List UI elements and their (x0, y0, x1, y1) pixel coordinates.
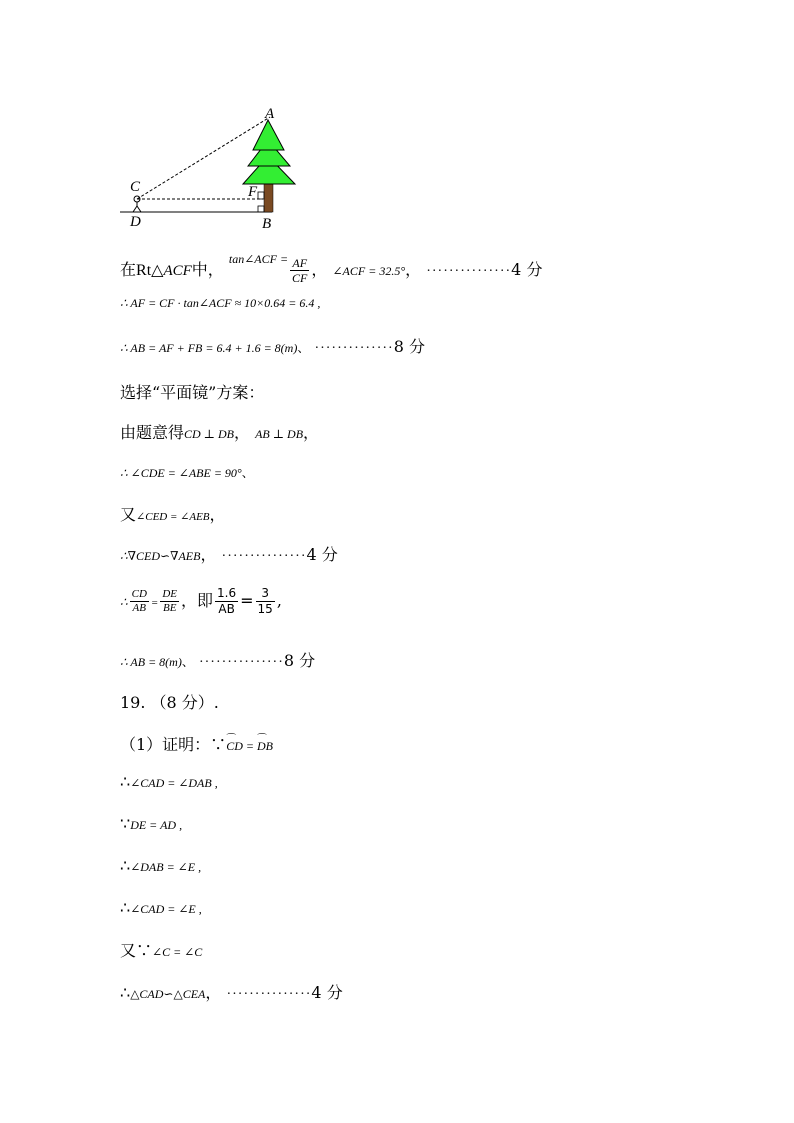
score-dots: ·············· (314, 341, 394, 356)
line-equal-angles (120, 502, 226, 525)
separator: 、 (241, 466, 254, 480)
comma: ， (311, 260, 328, 279)
label-b: B (262, 216, 272, 232)
separator: 、 (181, 655, 194, 669)
label-a: A (265, 106, 275, 122)
score-dots: ··············· (426, 264, 512, 279)
label-c: C (130, 179, 141, 195)
line-angle-c-c (120, 938, 202, 961)
segment-equation: DE = AD (130, 818, 177, 832)
fraction-3-15 (256, 586, 275, 617)
score-dots: ··············· (198, 655, 284, 670)
comma: ， (200, 545, 217, 564)
fraction-af-cf (290, 256, 309, 285)
text-zai: 在 (120, 260, 137, 279)
score-dots: ··············· (221, 549, 307, 564)
comma: ， (233, 423, 250, 442)
comma: ， (209, 505, 226, 524)
line-angle-cad-dab (120, 772, 218, 791)
text-ji: ，即 (181, 591, 214, 610)
comma: , (276, 591, 282, 610)
score-dots: ··············· (226, 987, 312, 1002)
line-similar-1 (120, 542, 338, 565)
fraction-denominator: CF (292, 271, 308, 285)
line-angle-cad-e (120, 898, 202, 917)
angle-equation: ∠DAB = ∠E (130, 860, 196, 874)
therefore-symbol: ∴ (120, 772, 131, 791)
text-zhong: 中， (191, 260, 224, 279)
text-you-because: 又∵ (120, 941, 153, 960)
line-tan-acf (120, 252, 542, 285)
angle-equation: ∠CAD = ∠E (130, 902, 196, 916)
text-you: 又 (120, 505, 137, 524)
fraction-cd-ab (130, 588, 149, 615)
comma: ， (205, 983, 222, 1002)
score-label: 8 分 (393, 337, 425, 356)
arc-cd: ⌒ CD (226, 739, 243, 754)
line-right-angles (120, 462, 254, 481)
angle-equation: ∠CAD = ∠DAB (130, 776, 212, 790)
arc-db: ⌒ DB (257, 739, 273, 754)
equals-sign: = (242, 739, 257, 753)
angle-ced-aeb: ∠CED = ∠AEB (136, 511, 210, 523)
fraction-numerator: 3 (256, 586, 275, 602)
comma: , (176, 818, 183, 832)
fraction-denominator: AB (132, 602, 146, 614)
score-label: 8 分 (283, 651, 316, 670)
fraction-numerator: AF (290, 256, 309, 271)
person-leg-left (133, 206, 137, 212)
because-symbol: ∵ (120, 814, 131, 833)
label-f: F (248, 184, 258, 200)
fraction-denominator: BE (162, 602, 177, 614)
text-rt: Rt△ (136, 262, 164, 279)
therefore-symbol: ∴ (120, 595, 128, 609)
text-proof: （1）证明：∵ (120, 735, 227, 754)
fraction-denominator: 15 (257, 602, 273, 616)
separator: 、 (297, 341, 310, 355)
tree-trunk (264, 184, 273, 212)
fraction-1-6-ab (215, 586, 238, 617)
text-prefix: 由题意得 (120, 423, 185, 442)
tree-diagram (110, 100, 310, 235)
similar-triangles: △CAD∽△CEA (130, 987, 206, 1001)
equals-sign: = (150, 597, 159, 609)
angle-value: ∠ACF = 32.5° (332, 264, 406, 278)
line-ab-calc (120, 334, 425, 357)
line-angle-dab-e (120, 856, 201, 875)
line-perpendicular (120, 420, 319, 443)
right-angle-mark-f (258, 192, 264, 199)
line-mirror-scheme: 选择“平面镜”方案： (120, 383, 265, 402)
line-de-ad (120, 814, 182, 833)
angle-equation: ∠C = ∠C (152, 945, 203, 959)
line-similar-2 (120, 980, 343, 1003)
text-acf: ACF (163, 263, 192, 279)
ab-equals-8: ∴ AB = 8(m) (120, 655, 182, 669)
person-leg-right (137, 206, 141, 212)
comma: ， (405, 260, 422, 279)
therefore-symbol: ∴ (120, 898, 131, 917)
ab-sum-expression: ∴ AB = AF + FB = 6.4 + 1.6 = 8(m) (120, 341, 298, 355)
comma: ， (303, 423, 320, 442)
angles-90: ∴ ∠CDE = ∠ABE = 90° (120, 466, 242, 480)
therefore-symbol: ∴ (120, 983, 131, 1002)
line-proof-start (120, 732, 273, 755)
comma: , (211, 776, 218, 790)
score-label: 4 分 (311, 983, 343, 1002)
ab-perp-db: AB ⊥ DB (255, 427, 304, 441)
right-angle-mark-b (258, 206, 264, 212)
score-label: 4 分 (306, 545, 338, 564)
similar-triangles: ∴∇CED∽∇AEB (120, 549, 201, 563)
comma: , (195, 902, 202, 916)
line-ratio (120, 586, 282, 617)
cd-perp-db: CD ⊥ DB (184, 427, 234, 441)
line-ab-result (120, 648, 315, 671)
therefore-symbol: ∴ (120, 856, 131, 875)
line-af-calc: ∴ AF = CF · tan∠ACF ≈ 10×0.64 = 6.4 , (120, 296, 321, 310)
score-label: 4 分 (511, 260, 543, 279)
fraction-numerator: CD (131, 588, 147, 600)
fraction-denominator: AB (218, 602, 235, 616)
tan-expression: tan∠ACF = (228, 252, 289, 266)
equals-sign: = (240, 591, 254, 610)
question-19-heading: 19. （8 分）. (120, 693, 219, 712)
fraction-de-be (160, 588, 179, 615)
comma: , (195, 860, 202, 874)
label-d: D (130, 214, 141, 230)
fraction-numerator: DE (162, 588, 178, 600)
fraction-numerator: 1.6 (217, 586, 237, 600)
